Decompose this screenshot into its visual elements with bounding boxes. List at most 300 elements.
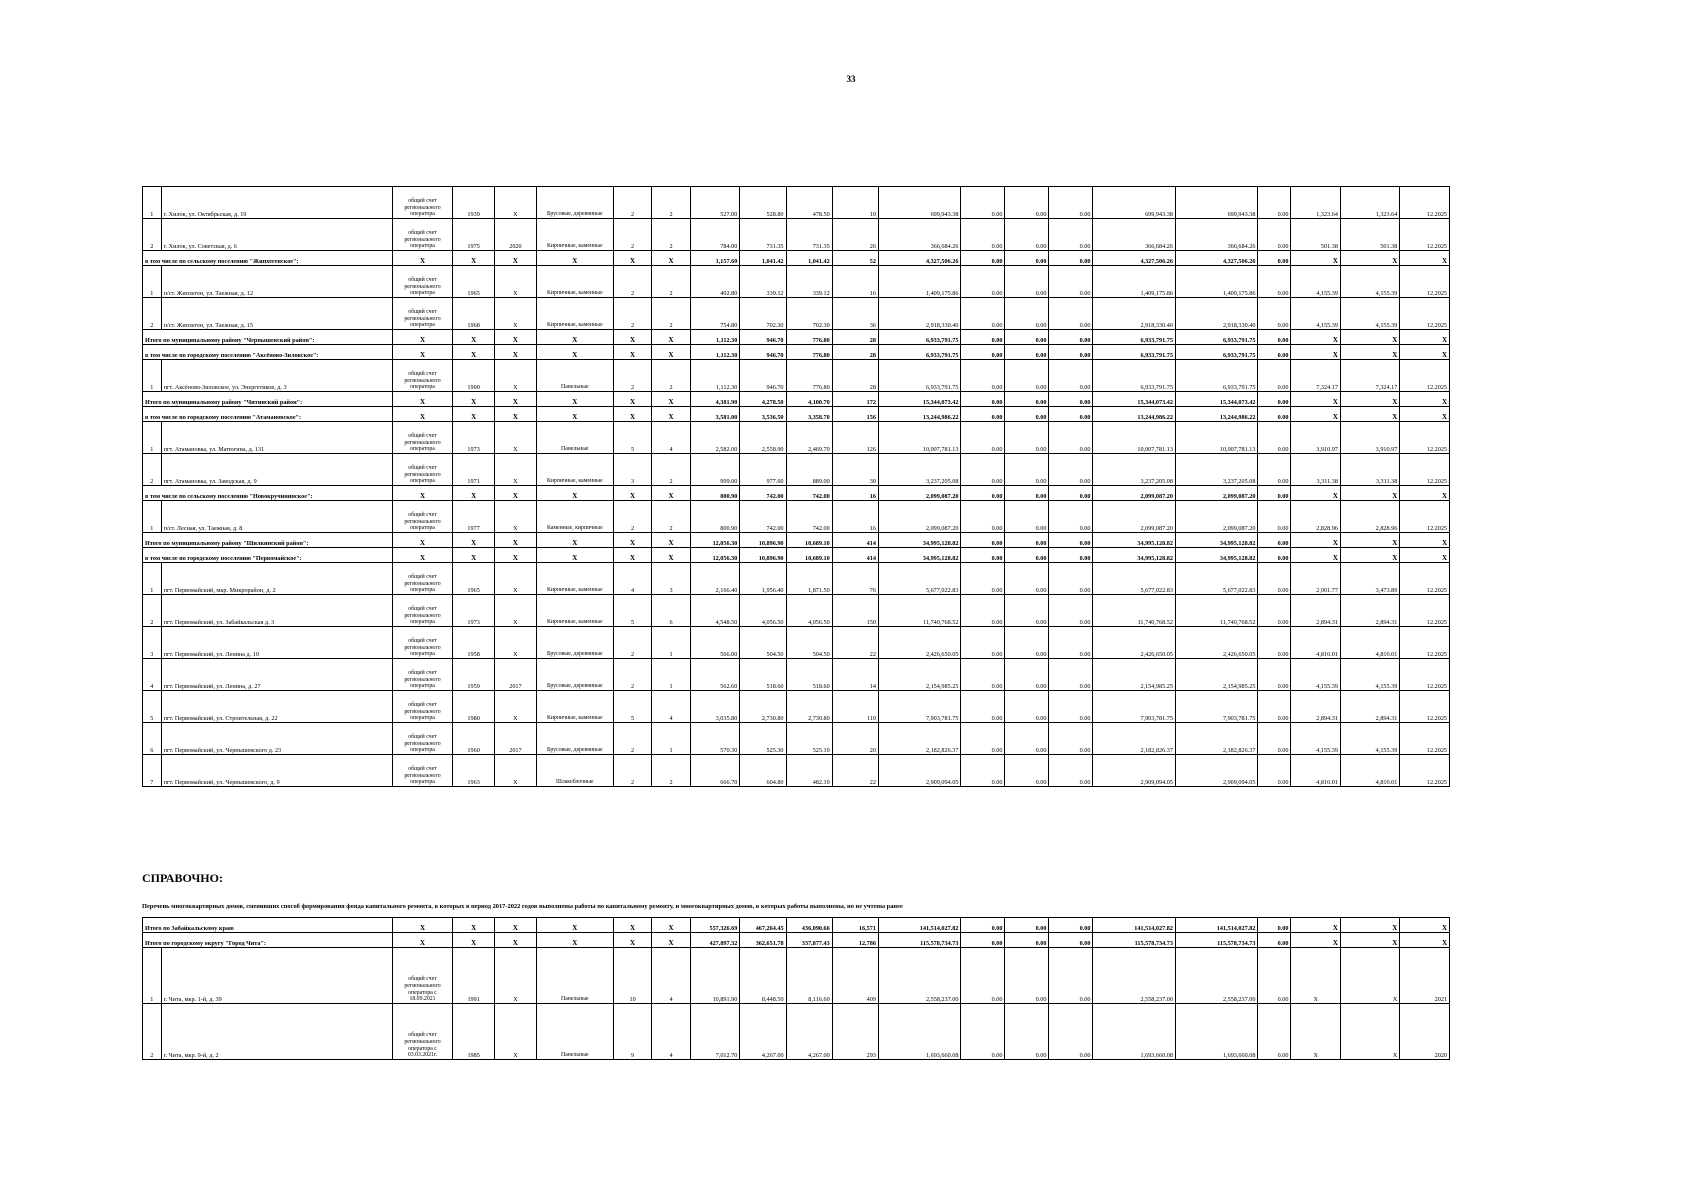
value-cost-total: 1,409,175.86 xyxy=(878,266,961,298)
subtotal-row xyxy=(143,933,1450,948)
year-built: 1971 xyxy=(453,454,495,486)
x-mark: X xyxy=(1340,407,1399,422)
unit-cost: 3,311.38 xyxy=(1291,454,1341,486)
material-text: Кирпичные, каменные xyxy=(546,243,603,250)
value-area-total: 999.00 xyxy=(690,454,740,486)
value-area-res: 1,871.50 xyxy=(786,563,832,595)
x-mark: X xyxy=(1291,392,1341,407)
value-f1: 0.00 xyxy=(961,266,1005,298)
address: пгт. Первомайский, ул. Забайкальская д. 3 xyxy=(161,595,392,627)
value-f3: 0.00 xyxy=(1049,533,1093,548)
value-area-res: 1,041.42 xyxy=(786,251,832,266)
value-f3: 0.00 xyxy=(1049,1004,1093,1060)
x-mark: X xyxy=(652,407,691,422)
x-mark: X xyxy=(1400,392,1450,407)
x-mark: X xyxy=(1291,407,1341,422)
entrances: 4 xyxy=(652,948,691,1004)
subtotal-label: в том числе по сельскому поселению "Жипхегенское": xyxy=(143,251,393,266)
value-f1: 0.00 xyxy=(961,659,1005,691)
value-area-total: 800.90 xyxy=(690,486,740,501)
completion-term: 2020 xyxy=(1400,1004,1450,1060)
subtotal-row xyxy=(143,330,1450,345)
value-f2: 0.00 xyxy=(1005,948,1049,1004)
value-f4: 1,409,175.86 xyxy=(1093,266,1176,298)
value-f4: 115,578,734.73 xyxy=(1093,933,1176,948)
address: пгт. Атамановка, ул. Заводская, д. 9 xyxy=(161,454,392,486)
material-text: Кирпичные, каменные xyxy=(546,322,603,329)
subtotal-row xyxy=(143,392,1450,407)
year-repair: X xyxy=(495,422,537,454)
unit-cost-max: 1,323.64 xyxy=(1340,187,1399,219)
address: п/ст. Лесная, ул. Таежная, д. 8 xyxy=(161,501,392,533)
subtotal-row xyxy=(143,918,1450,933)
value-f5: 3,237,205.08 xyxy=(1175,454,1258,486)
year-built: 1991 xyxy=(453,948,495,1004)
value-cost-total: 7,903,781.75 xyxy=(878,691,961,723)
value-f1: 0.00 xyxy=(961,360,1005,392)
value-cost-total: 2,154,985.25 xyxy=(878,659,961,691)
fund-operator xyxy=(392,454,453,486)
year-built: 1963 xyxy=(453,755,495,787)
x-mark: X xyxy=(392,918,453,933)
unit-cost: 2,894.31 xyxy=(1291,691,1341,723)
x-mark: X xyxy=(652,933,691,948)
unit-cost: 4,810.01 xyxy=(1291,755,1341,787)
subtotal-label: Итого по муниципальному району "Чернышевский район": xyxy=(143,330,393,345)
value-f6: 0.00 xyxy=(1258,219,1291,251)
completion-term: 12.2025 xyxy=(1400,755,1450,787)
wall-material xyxy=(536,627,613,659)
x-mark: X xyxy=(1400,345,1450,360)
unit-cost: 2,901.77 xyxy=(1291,563,1341,595)
x-mark: X xyxy=(536,918,613,933)
value-area-total: 1,157.60 xyxy=(690,251,740,266)
table-row xyxy=(143,501,1450,533)
operator-text: общий счет регионального оператора xyxy=(404,638,441,658)
value-f5: 141,514,027.82 xyxy=(1175,918,1258,933)
fund-operator xyxy=(392,298,453,330)
value-area-living: 3,536.50 xyxy=(740,407,786,422)
unit-cost-max: 4,155.39 xyxy=(1340,723,1399,755)
entrances: 2 xyxy=(652,360,691,392)
value-residents: 76 xyxy=(832,563,878,595)
unit-cost-max: 3,473.89 xyxy=(1340,563,1399,595)
value-area-res: 776.80 xyxy=(786,360,832,392)
x-mark: X xyxy=(1400,407,1450,422)
value-f1: 0.00 xyxy=(961,251,1005,266)
value-f6: 0.00 xyxy=(1258,563,1291,595)
entrances: 4 xyxy=(652,422,691,454)
value-f1: 0.00 xyxy=(961,345,1005,360)
value-f4: 5,677,022.83 xyxy=(1093,563,1176,595)
value-area-living: 977.60 xyxy=(740,454,786,486)
value-area-res: 776.80 xyxy=(786,345,832,360)
address: пгт. Аксёново-Зиловское, ул. Энергетиков, д. 3 xyxy=(161,360,392,392)
value-f3: 0.00 xyxy=(1049,422,1093,454)
value-area-total: 666.70 xyxy=(690,755,740,787)
unit-cost: 501.38 xyxy=(1291,219,1341,251)
material-text: Кирпичные, каменные xyxy=(546,290,603,297)
year-repair: X xyxy=(495,948,537,1004)
value-f5: 2,558,237.00 xyxy=(1175,948,1258,1004)
value-area-living: 946.70 xyxy=(740,345,786,360)
x-mark: X xyxy=(453,533,495,548)
year-repair: 2017 xyxy=(495,659,537,691)
value-area-living: 946.70 xyxy=(740,330,786,345)
fund-operator xyxy=(392,187,453,219)
year-repair: X xyxy=(495,266,537,298)
value-f1: 0.00 xyxy=(961,1004,1005,1060)
x-mark: X xyxy=(652,486,691,501)
unit-cost-max: 501.38 xyxy=(1340,219,1399,251)
value-f4: 2,154,985.25 xyxy=(1093,659,1176,691)
value-f5: 2,099,087.20 xyxy=(1175,501,1258,533)
value-f1: 0.00 xyxy=(961,691,1005,723)
value-f4: 11,740,768.52 xyxy=(1093,595,1176,627)
value-residents: 52 xyxy=(832,251,878,266)
unit-cost-max: 7,324.17 xyxy=(1340,360,1399,392)
value-f1: 0.00 xyxy=(961,187,1005,219)
x-mark: X xyxy=(652,548,691,563)
reference-table-body xyxy=(143,918,1450,1060)
value-f2: 0.00 xyxy=(1005,422,1049,454)
completion-term: 12.2025 xyxy=(1400,266,1450,298)
value-f6: 0.00 xyxy=(1258,392,1291,407)
value-f4: 6,933,791.75 xyxy=(1093,360,1176,392)
value-f1: 0.00 xyxy=(961,486,1005,501)
x-mark: X xyxy=(1340,392,1399,407)
x-mark: X xyxy=(453,548,495,563)
value-f2: 0.00 xyxy=(1005,595,1049,627)
value-f5: 10,007,781.13 xyxy=(1175,422,1258,454)
floors: 2 xyxy=(613,219,652,251)
value-f6: 0.00 xyxy=(1258,330,1291,345)
x-mark: X xyxy=(495,392,537,407)
table-row xyxy=(143,1004,1450,1060)
row-number: 2 xyxy=(143,298,162,330)
x-mark: X xyxy=(613,548,652,563)
value-f6: 0.00 xyxy=(1258,422,1291,454)
value-f5: 6,933,791.75 xyxy=(1175,360,1258,392)
address: п/ст. Жипхеген, ул. Таежная, д. 15 xyxy=(161,298,392,330)
address: пгт. Атамановка, ул. Матюгина, д. 131 xyxy=(161,422,392,454)
value-area-living: 10,896.90 xyxy=(740,533,786,548)
fund-operator xyxy=(392,627,453,659)
value-f6: 0.00 xyxy=(1258,360,1291,392)
value-f4: 34,995,128.82 xyxy=(1093,548,1176,563)
operator-text: общий счет регионального оператора xyxy=(404,734,441,754)
x-mark: X xyxy=(536,548,613,563)
x-mark: X xyxy=(652,330,691,345)
value-cost-total: 699,943.38 xyxy=(878,187,961,219)
value-residents: 28 xyxy=(832,330,878,345)
wall-material xyxy=(536,298,613,330)
operator-text: общий счет регионального оператора xyxy=(404,198,441,218)
table-row xyxy=(143,422,1450,454)
x-mark: X xyxy=(1340,533,1399,548)
value-f6: 0.00 xyxy=(1258,298,1291,330)
value-area-living: 4,278.50 xyxy=(740,392,786,407)
row-number: 1 xyxy=(143,266,162,298)
value-f4: 699,943.38 xyxy=(1093,187,1176,219)
floors: 2 xyxy=(613,723,652,755)
wall-material xyxy=(536,659,613,691)
value-cost-total: 2,182,826.37 xyxy=(878,723,961,755)
x-mark: X xyxy=(392,251,453,266)
value-f6: 0.00 xyxy=(1258,251,1291,266)
fund-operator xyxy=(392,1004,453,1060)
value-f5: 2,182,826.37 xyxy=(1175,723,1258,755)
value-residents: 22 xyxy=(832,755,878,787)
value-f2: 0.00 xyxy=(1005,345,1049,360)
year-built: 1958 xyxy=(453,627,495,659)
value-area-living: 4,056.50 xyxy=(740,595,786,627)
subtotal-row xyxy=(143,533,1450,548)
value-f2: 0.00 xyxy=(1005,659,1049,691)
value-f4: 2,099,087.20 xyxy=(1093,501,1176,533)
value-f6: 0.00 xyxy=(1258,187,1291,219)
x-mark: X xyxy=(392,548,453,563)
value-f6: 0.00 xyxy=(1258,723,1291,755)
value-f6: 0.00 xyxy=(1258,533,1291,548)
completion-term: 12.2025 xyxy=(1400,563,1450,595)
year-repair: X xyxy=(495,298,537,330)
value-area-total: 4,381.90 xyxy=(690,392,740,407)
value-f3: 0.00 xyxy=(1049,595,1093,627)
x-mark: X xyxy=(613,330,652,345)
value-f3: 0.00 xyxy=(1049,407,1093,422)
value-area-living: 1,041.42 xyxy=(740,251,786,266)
year-repair: X xyxy=(495,187,537,219)
year-built: 1975 xyxy=(453,219,495,251)
value-f2: 0.00 xyxy=(1005,298,1049,330)
wall-material xyxy=(536,219,613,251)
value-f4: 2,909,094.05 xyxy=(1093,755,1176,787)
value-area-living: 2,558.90 xyxy=(740,422,786,454)
value-f3: 0.00 xyxy=(1049,627,1093,659)
value-cost-total: 6,933,791.75 xyxy=(878,345,961,360)
x-mark: X xyxy=(1340,548,1399,563)
value-f6: 0.00 xyxy=(1258,1004,1291,1060)
x-mark: X xyxy=(453,918,495,933)
year-repair: X xyxy=(495,1004,537,1060)
value-area-res: 436,090.66 xyxy=(786,918,832,933)
value-area-total: 1,112.30 xyxy=(690,360,740,392)
fund-operator xyxy=(392,659,453,691)
value-f1: 0.00 xyxy=(961,723,1005,755)
value-f5: 366,684.26 xyxy=(1175,219,1258,251)
table-row xyxy=(143,659,1450,691)
value-f4: 2,558,237.00 xyxy=(1093,948,1176,1004)
value-area-total: 2,166.40 xyxy=(690,563,740,595)
value-area-total: 562.60 xyxy=(690,659,740,691)
material-text: Кирпичные, каменные xyxy=(546,715,603,722)
value-area-living: 467,264.45 xyxy=(740,918,786,933)
value-f2: 0.00 xyxy=(1005,330,1049,345)
operator-text: общий счет регионального оператора с 18.09.2021 xyxy=(404,976,441,1003)
value-f4: 13,244,986.22 xyxy=(1093,407,1176,422)
value-f2: 0.00 xyxy=(1005,1004,1049,1060)
value-area-total: 784.00 xyxy=(690,219,740,251)
page-number: 33 xyxy=(846,74,856,84)
x-mark: X xyxy=(1340,330,1399,345)
unit-cost-max: 4,810.01 xyxy=(1340,755,1399,787)
value-area-res: 478.50 xyxy=(786,187,832,219)
x-mark: X xyxy=(1400,933,1450,948)
value-f4: 3,237,205.08 xyxy=(1093,454,1176,486)
x-mark: X xyxy=(1291,1004,1341,1060)
unit-cost: 1,323.64 xyxy=(1291,187,1341,219)
subtotal-label: в том числе по городскому поселению "Атамановское": xyxy=(143,407,393,422)
value-f3: 0.00 xyxy=(1049,187,1093,219)
wall-material xyxy=(536,755,613,787)
x-mark: X xyxy=(1400,486,1450,501)
row-number: 4 xyxy=(143,659,162,691)
value-area-total: 800.90 xyxy=(690,501,740,533)
value-area-res: 742.00 xyxy=(786,486,832,501)
subtotal-row xyxy=(143,407,1450,422)
value-area-living: 742.00 xyxy=(740,501,786,533)
floors: 2 xyxy=(613,755,652,787)
x-mark: X xyxy=(1340,251,1399,266)
row-number: 3 xyxy=(143,627,162,659)
year-built: 1977 xyxy=(453,501,495,533)
completion-term: 12.2025 xyxy=(1400,659,1450,691)
value-f5: 11,740,768.52 xyxy=(1175,595,1258,627)
value-area-res: 4,100.70 xyxy=(786,392,832,407)
x-mark: X xyxy=(1400,918,1450,933)
floors: 2 xyxy=(613,266,652,298)
row-number: 1 xyxy=(143,563,162,595)
value-f3: 0.00 xyxy=(1049,691,1093,723)
floors: 2 xyxy=(613,187,652,219)
value-f2: 0.00 xyxy=(1005,251,1049,266)
value-f4: 10,007,781.13 xyxy=(1093,422,1176,454)
value-f3: 0.00 xyxy=(1049,723,1093,755)
value-cost-total: 2,918,330.40 xyxy=(878,298,961,330)
operator-text: общий счет регионального оператора xyxy=(404,670,441,690)
x-mark: X xyxy=(495,407,537,422)
value-cost-total: 10,007,781.13 xyxy=(878,422,961,454)
x-mark: X xyxy=(453,330,495,345)
material-text: Панельные xyxy=(561,996,589,1003)
address: пгт. Первомайский, ул. Ленина, д. 27 xyxy=(161,659,392,691)
unit-cost: 3,910.97 xyxy=(1291,422,1341,454)
value-cost-total: 5,677,022.83 xyxy=(878,563,961,595)
value-cost-total: 115,578,734.73 xyxy=(878,933,961,948)
x-mark: X xyxy=(536,933,613,948)
value-residents: 156 xyxy=(832,407,878,422)
subtotal-label: в том числе по городскому поселению "Аксёново-Зиловское": xyxy=(143,345,393,360)
value-residents: 110 xyxy=(832,691,878,723)
value-area-living: 362,651.78 xyxy=(740,933,786,948)
value-area-total: 427,897.32 xyxy=(690,933,740,948)
value-f3: 0.00 xyxy=(1049,266,1093,298)
value-area-res: 742.00 xyxy=(786,501,832,533)
value-f1: 0.00 xyxy=(961,330,1005,345)
operator-text: общий счет регионального оператора xyxy=(404,512,441,532)
value-area-total: 10,891.90 xyxy=(690,948,740,1004)
operator-text: общий счет регионального оператора с 03.03.2021г. xyxy=(404,1032,441,1059)
value-cost-total: 4,327,506.26 xyxy=(878,251,961,266)
row-number: 2 xyxy=(143,454,162,486)
value-f5: 34,995,128.82 xyxy=(1175,548,1258,563)
x-mark: X xyxy=(652,251,691,266)
wall-material xyxy=(536,948,613,1004)
material-text: Кирпичные, каменные xyxy=(546,587,603,594)
year-repair: 2017 xyxy=(495,723,537,755)
value-cost-total: 34,995,128.82 xyxy=(878,548,961,563)
value-f2: 0.00 xyxy=(1005,392,1049,407)
value-f2: 0.00 xyxy=(1005,266,1049,298)
completion-term: 12.2025 xyxy=(1400,219,1450,251)
reference-title: СПРАВОЧНО: xyxy=(142,871,223,885)
table-row xyxy=(143,454,1450,486)
row-number: 1 xyxy=(143,501,162,533)
material-text: Брусовые, деревянные xyxy=(547,651,603,658)
value-f3: 0.00 xyxy=(1049,330,1093,345)
entrances: 2 xyxy=(652,266,691,298)
value-f3: 0.00 xyxy=(1049,360,1093,392)
value-residents: 150 xyxy=(832,595,878,627)
value-f3: 0.00 xyxy=(1049,298,1093,330)
value-area-total: 1,112.30 xyxy=(690,345,740,360)
value-f3: 0.00 xyxy=(1049,219,1093,251)
value-area-total: 754.80 xyxy=(690,298,740,330)
fund-operator xyxy=(392,219,453,251)
material-text: Кирпичные, каменные xyxy=(546,619,603,626)
table-row xyxy=(143,723,1450,755)
year-built: 1973 xyxy=(453,595,495,627)
address: пгт. Первомайский, ул. Чернышевского, д. 9 xyxy=(161,755,392,787)
value-area-res: 482.10 xyxy=(786,755,832,787)
completion-term: 12.2025 xyxy=(1400,187,1450,219)
entrances: 6 xyxy=(652,595,691,627)
x-mark: X xyxy=(392,933,453,948)
value-area-living: 742.00 xyxy=(740,486,786,501)
row-number: 1 xyxy=(143,948,162,1004)
table-row xyxy=(143,948,1450,1004)
x-mark: X xyxy=(1291,918,1341,933)
year-repair: X xyxy=(495,454,537,486)
row-number: 1 xyxy=(143,187,162,219)
value-f1: 0.00 xyxy=(961,918,1005,933)
operator-text: общий счет регионального оператора xyxy=(404,309,441,329)
value-f5: 2,099,087.20 xyxy=(1175,486,1258,501)
value-area-res: 4,267.00 xyxy=(786,1004,832,1060)
address: г. Хилок, ул. Октябрьская, д. 19 xyxy=(161,187,392,219)
x-mark: X xyxy=(1340,345,1399,360)
value-area-total: 7,012.70 xyxy=(690,1004,740,1060)
value-f2: 0.00 xyxy=(1005,454,1049,486)
value-residents: 126 xyxy=(832,422,878,454)
unit-cost-max: 3,910.97 xyxy=(1340,422,1399,454)
table-row xyxy=(143,187,1450,219)
fund-operator xyxy=(392,595,453,627)
unit-cost: 2,828.96 xyxy=(1291,501,1341,533)
floors: 5 xyxy=(613,595,652,627)
year-repair: X xyxy=(495,360,537,392)
material-text: Брусовые, деревянные xyxy=(547,211,603,218)
x-mark: X xyxy=(1340,1004,1399,1060)
year-repair: X xyxy=(495,627,537,659)
subtotal-label: в том числе по сельскому поселению "Новокручининское": xyxy=(143,486,393,501)
value-residents: 172 xyxy=(832,392,878,407)
value-f1: 0.00 xyxy=(961,627,1005,659)
entrances: 2 xyxy=(652,219,691,251)
value-f1: 0.00 xyxy=(961,454,1005,486)
x-mark: X xyxy=(1291,330,1341,345)
